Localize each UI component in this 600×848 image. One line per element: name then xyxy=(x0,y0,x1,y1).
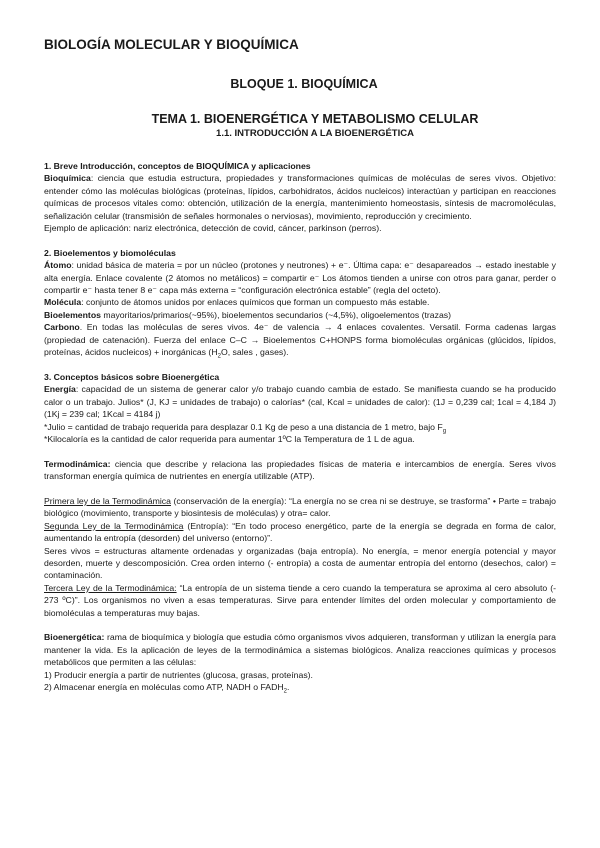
atomo-paragraph xyxy=(44,259,556,296)
subscript: 2 xyxy=(283,688,287,695)
bioelementos-term: Bioelementos xyxy=(44,309,101,320)
carbono-definition-end: O, sales , gases). xyxy=(220,347,289,358)
list-item-end: . xyxy=(287,681,290,692)
bioenergetica-paragraph xyxy=(44,631,556,668)
section-2-heading: 2. Bioelementos y biomoléculas xyxy=(44,247,176,258)
bioquimica-paragraph xyxy=(44,172,556,222)
termodinamica-paragraph xyxy=(44,458,556,483)
tercera-ley-text: “La entropía de un sistema tiende a cero cuando la temperatura se aproxima al cero absoluto (- 273 ºC)”. Los organismos no viven a esas temperaturas. Sirve para entender límites del orden molecular y comportamiento de biomoléculas a temperaturas muy bajas. xyxy=(44,582,556,618)
primera-ley-text: (conservación de la energía): “La energía no se crea ni se destruye, se trasforma” • Parte = trabajo biológico (movimiento, transporte y biosintesis de moléculas) y otra= calor. xyxy=(44,495,557,519)
bioquimica-term: Bioquímica xyxy=(44,173,91,184)
bioenergetica-term: Bioenergética: xyxy=(44,632,105,643)
molecula-definition: : conjunto de átomos unidos por enlaces químicos que forman un compuesto más estable. xyxy=(81,297,430,308)
energia-paragraph xyxy=(44,383,556,420)
list-item: 1) Producir energía a partir de nutrientes (glucosa, grasas, proteínas). xyxy=(44,669,313,680)
section-1-heading: 1. Breve Introducción, conceptos de BIOQUÍMICA y aplicaciones xyxy=(44,161,311,171)
molecula-term: Molécula xyxy=(44,297,82,308)
list-item xyxy=(44,681,556,693)
tercera-ley-term: Tercera Ley de la Termodinámica: xyxy=(44,582,177,593)
kcal-note: *Kilocaloría es la cantidad de calor requerida para aumentar 1ºC la Temperatura de 1 L de agua. xyxy=(44,433,415,444)
bioquimica-definition: : ciencia que estudia estructura, propiedades y transformaciones químicas de moléculas de seres vivos. Objetivo: entender cómo las moléculas biológicas (proteínas, lípidos, carbohidratos, ácidos nucleicos) interactúan y participan en reacciones químicas de procesos vitales como: obtención, utilización de la energía, mantenimiento homeostasis, síntesis de macromoléculas, señalización celular (transmisión de señales hormonales o nerviosas), movimiento, reproducción y crecimiento. xyxy=(44,173,556,221)
bioelementos-definition: mayoritarios/primarios(~95%), bioelementos secundarios (~4,5%), oligoelementos (trazas) xyxy=(100,309,452,320)
primera-ley-term: Primera ley de la Termodinámica xyxy=(44,495,171,506)
segunda-ley-term: Segunda Ley de la Termodinámica xyxy=(44,520,184,531)
carbono-paragraph xyxy=(44,321,556,358)
subscript: g xyxy=(442,428,447,435)
termodinamica-term: Termodinámica: xyxy=(44,458,111,469)
block-title: BLOQUE 1. BIOQUÍMICA xyxy=(230,77,378,91)
carbono-term: Carbono xyxy=(44,322,80,333)
seres-vivos-paragraph: Seres vivos = estructuras altamente ordenadas y organizadas (baja entropía). No energía, = menor energía potencial y mayor desorden, muerte y descomposición. Crea orden interno (- entropía) a costa de aumentar entropía del entorno (desechos, calor) = contaminación. xyxy=(44,545,556,581)
bioelementos-paragraph xyxy=(44,309,556,321)
carbono-definition: . En todas las moléculas de seres vivos. 4e⁻ de valencia → 4 enlaces covalentes. Versatil. Forma cadenas largas (propiedad de catenación). Fuerza del enlace C–C → Bioelementos C+HONPS forma biomoléculas orgánicas (glúcidos, lípidos, proteínas, ácidos nucleicos) + inorgánicas (H xyxy=(44,322,556,358)
atomo-term: Átomo xyxy=(44,260,72,271)
segunda-ley-text: (Entropía): “En todo proceso energético, parte de la energía se degrada en forma de calor, aumentando la entropía (desorden) del universo (entorno)”. xyxy=(44,520,556,544)
primera-ley-paragraph xyxy=(44,495,556,520)
application-example: Ejemplo de aplicación: nariz electrónica, detección de covid, cáncer, parkinson (perros). xyxy=(44,223,382,234)
document-body xyxy=(44,160,556,693)
atomo-definition: : unidad básica de materia = por un núcleo (protones y neutrones) + e⁻. Última capa: e⁻ desapareados → estado inestable y alta energía. Enlace covalente (2 átomos no metálicos) = compartir e⁻ Los átomos tienden a unirse con otros para ganar, perder o compartir e⁻ hasta tener 8 e⁻ capa más externa = “configuración electrónica estable” (regla del octeto). xyxy=(44,260,556,296)
julio-note xyxy=(44,421,556,433)
termodinamica-definition: ciencia que describe y relaciona las propiedades físicas de materia e intercambios de energía. Seres vivos transforman energía química de nutrientes en energía utilizable (ATP). xyxy=(44,458,556,482)
julio-note-text: *Julio = cantidad de trabajo requerida para desplazar 0.1 Kg de peso a una distancia de 1 metro, bajo F xyxy=(44,421,443,432)
subscript: 2 xyxy=(217,353,221,360)
tercera-ley-paragraph xyxy=(44,582,556,619)
molecula-paragraph xyxy=(44,296,556,308)
section-subtitle: 1.1. INTRODUCCIÓN A LA BIOENERGÉTICA xyxy=(216,128,414,139)
bioenergetica-definition: rama de bioquímica y biología que estudia cómo organismos vivos adquieren, transforman y utilizan la energía para mantener la vida. Es la aplicación de leyes de la termodinámica a sistemas biológicos. Analiza reacciones químicas y procesos metabólicos que permiten a las células: xyxy=(44,632,556,668)
topic-title: TEMA 1. BIOENERGÉTICA Y METABOLISMO CELULAR xyxy=(151,112,479,126)
energia-term: Energía xyxy=(44,384,76,395)
energia-definition: : capacidad de un sistema de generar calor y/o trabajo cuando cambia de estado. Se manifiesta cuando se ha producido calor o un trabajo. Julios* (J, KJ = unidades de trabajo) o calorías* (cal, Kcal = unidades de calor): (1J = 0,239 cal; 1cal = 4,184 J) (1Kj = 239 cal; 1Kcal = 4184 j) xyxy=(44,384,556,420)
segunda-ley-paragraph xyxy=(44,520,556,545)
section-3-heading: 3. Conceptos básicos sobre Bioenergética xyxy=(44,371,220,382)
document-title: BIOLOGÍA MOLECULAR Y BIOQUÍMICA xyxy=(44,37,299,52)
list-item-text: 2) Almacenar energía en moléculas como ATP, NADH o FADH xyxy=(44,681,284,692)
